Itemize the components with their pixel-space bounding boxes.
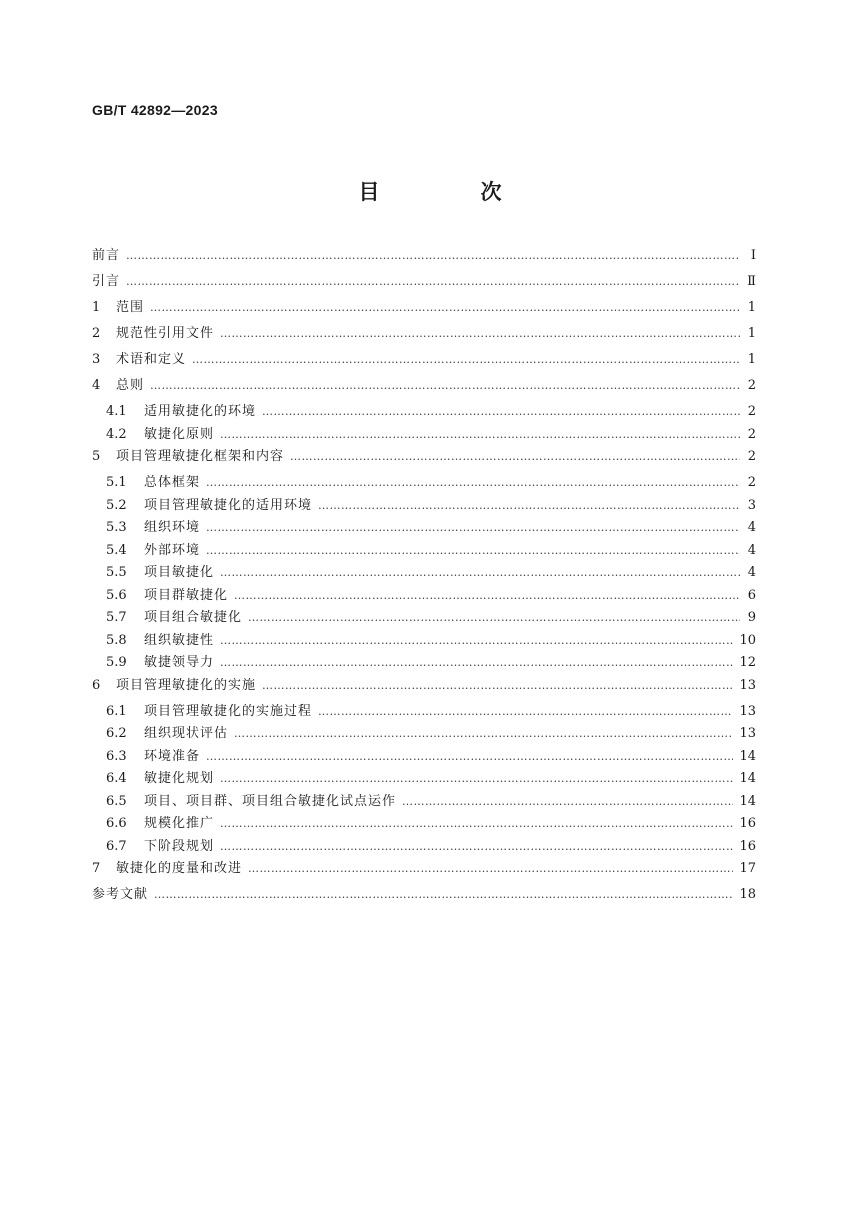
- toc-entry-number: 5.9: [106, 655, 127, 670]
- toc-dot-leader: [220, 656, 733, 669]
- toc-dot-leader: [318, 499, 740, 512]
- toc-entry[interactable]: [92, 296, 756, 322]
- toc-entry[interactable]: [92, 629, 756, 652]
- toc-entry-page: 13: [739, 703, 756, 719]
- toc-dot-leader: [126, 249, 740, 262]
- toc-entry-page: 17: [739, 861, 756, 876]
- toc-entry-label: 环境准备: [144, 748, 201, 764]
- toc-entry-number: 4.1: [106, 404, 127, 419]
- toc-dot-leader: [154, 888, 733, 901]
- toc-entry-page: 9: [747, 610, 756, 625]
- toc-entry-number: 5.1: [106, 475, 127, 490]
- toc-entry-page: 2: [747, 404, 756, 419]
- toc-dot-leader: [262, 679, 733, 692]
- toc-dot-leader: [262, 405, 740, 418]
- toc-entry-label: 规模化推广: [144, 816, 215, 831]
- toc-dot-leader: [206, 544, 740, 557]
- toc-entry[interactable]: [92, 516, 756, 539]
- toc-entry-number: 6.2: [106, 726, 127, 741]
- toc-entry-label: 敏捷领导力: [144, 655, 215, 670]
- toc-entry[interactable]: [92, 322, 756, 348]
- toc-entry[interactable]: [92, 812, 756, 835]
- toc-entry-number: 6.1: [106, 703, 127, 719]
- toc-entry-label: 范围: [116, 300, 145, 315]
- toc-dot-leader: [220, 428, 740, 441]
- toc-entry-label: 规范性引用文件: [116, 326, 215, 341]
- toc-entry-page: 1: [747, 326, 756, 341]
- toc-entry-number: 2: [92, 326, 101, 341]
- toc-entry-label: 敏捷化的度量和改进: [116, 861, 243, 876]
- toc-entry-label: 组织现状评估: [144, 726, 229, 741]
- toc-entry-number: 5.2: [106, 497, 127, 513]
- toc-entry-page: Ⅱ: [747, 274, 756, 289]
- toc-entry[interactable]: [92, 244, 756, 270]
- toc-dot-leader: [402, 795, 733, 808]
- toc-entry-page: 12: [739, 655, 756, 670]
- toc-dot-leader: [206, 521, 740, 534]
- table-of-contents: [92, 244, 756, 909]
- toc-entry-page: 16: [739, 838, 756, 854]
- toc-entry-label: 项目组合敏捷化: [144, 610, 243, 625]
- toc-entry-page: 1: [747, 352, 756, 367]
- toc-entry-label: 项目、项目群、项目组合敏捷化试点运作: [144, 793, 397, 809]
- toc-entry[interactable]: [92, 348, 756, 374]
- toc-dot-leader: [192, 353, 740, 366]
- toc-dot-leader: [220, 566, 740, 579]
- standard-code: GB/T 42892—2023: [92, 102, 218, 118]
- toc-entry-label: 项目管理敏捷化框架和内容: [116, 449, 285, 464]
- toc-entry-number: 3: [92, 352, 101, 367]
- toc-entry-number: 6.5: [106, 793, 127, 809]
- toc-dot-leader: [248, 862, 733, 875]
- toc-entry-number: 6.4: [106, 771, 127, 786]
- toc-entry-page: 4: [747, 542, 756, 558]
- toc-entry-page: 3: [747, 497, 756, 513]
- toc-entry-page: 6: [747, 587, 756, 603]
- toc-entry[interactable]: [92, 767, 756, 790]
- toc-entry-label: 下阶段规划: [144, 838, 215, 854]
- toc-entry-page: 13: [739, 726, 756, 741]
- toc-dot-leader: [206, 476, 740, 489]
- toc-entry-page: 14: [739, 771, 756, 786]
- toc-entry[interactable]: [92, 539, 756, 562]
- toc-entry[interactable]: [92, 423, 756, 446]
- toc-dot-leader: [318, 705, 733, 718]
- toc-entry-page: 2: [747, 475, 756, 490]
- toc-dot-leader: [206, 750, 733, 763]
- toc-entry[interactable]: [92, 606, 756, 629]
- toc-entry-number: 6.6: [106, 816, 127, 831]
- toc-dot-leader: [290, 450, 740, 463]
- toc-entry[interactable]: [92, 374, 756, 400]
- toc-entry[interactable]: [92, 674, 756, 700]
- toc-entry-page: 18: [739, 887, 756, 902]
- toc-entry-page: 10: [739, 632, 756, 648]
- toc-entry-page: 2: [747, 449, 756, 464]
- toc-dot-leader: [220, 634, 733, 647]
- toc-entry-label: 组织环境: [144, 520, 201, 535]
- toc-dot-leader: [248, 611, 740, 624]
- toc-entry-number: 6: [92, 677, 101, 693]
- toc-entry-label: 项目管理敏捷化的实施: [116, 677, 257, 693]
- toc-entry[interactable]: [92, 700, 756, 723]
- toc-entry-label: 总则: [116, 378, 145, 393]
- toc-entry[interactable]: [92, 400, 756, 423]
- toc-dot-leader: [220, 817, 733, 830]
- toc-entry-number: 5: [92, 449, 101, 464]
- toc-entry-number: 5.6: [106, 587, 127, 603]
- toc-entry-page: 14: [739, 748, 756, 764]
- toc-entry[interactable]: [92, 561, 756, 584]
- toc-entry-number: 5.3: [106, 520, 127, 535]
- toc-entry-number: 4: [92, 378, 101, 393]
- toc-entry-label: 适用敏捷化的环境: [144, 404, 257, 419]
- toc-entry-label: 项目管理敏捷化的实施过程: [144, 703, 313, 719]
- toc-entry-page: 14: [739, 793, 756, 809]
- toc-entry[interactable]: [92, 270, 756, 296]
- toc-entry-page: 4: [747, 565, 756, 580]
- toc-entry-number: 5.4: [106, 542, 127, 558]
- toc-entry[interactable]: [92, 471, 756, 494]
- toc-entry-page: 1: [747, 300, 756, 315]
- toc-entry[interactable]: [92, 584, 756, 607]
- toc-entry[interactable]: [92, 857, 756, 883]
- toc-entry-label: 总体框架: [144, 475, 201, 490]
- toc-entry-number: 6.7: [106, 838, 127, 854]
- toc-entry[interactable]: [92, 494, 756, 517]
- toc-dot-leader: [126, 275, 740, 288]
- page-title: 目 次: [358, 180, 542, 204]
- toc-entry-label: 术语和定义: [116, 352, 187, 367]
- toc-entry-label: 项目敏捷化: [144, 565, 215, 580]
- toc-entry-page: 2: [747, 378, 756, 393]
- toc-entry[interactable]: [92, 722, 756, 745]
- toc-entry[interactable]: [92, 445, 756, 471]
- toc-entry-label: 引言: [92, 274, 121, 289]
- toc-entry[interactable]: [92, 745, 756, 768]
- toc-entry-label: 敏捷化规划: [144, 771, 215, 786]
- toc-dot-leader: [220, 840, 733, 853]
- toc-entry-label: 敏捷化原则: [144, 426, 215, 442]
- toc-entry-label: 外部环境: [144, 542, 201, 558]
- toc-entry-label: 项目群敏捷化: [144, 587, 229, 603]
- toc-entry[interactable]: [92, 651, 756, 674]
- toc-entry-page: 16: [739, 816, 756, 831]
- toc-entry-number: 6.3: [106, 748, 127, 764]
- toc-entry[interactable]: [92, 883, 756, 909]
- toc-entry-page: 2: [747, 426, 756, 442]
- toc-dot-leader: [220, 772, 733, 785]
- toc-dot-leader: [220, 327, 740, 340]
- toc-entry-label: 项目管理敏捷化的适用环境: [144, 497, 313, 513]
- toc-dot-leader: [234, 727, 733, 740]
- toc-entry-number: 5.7: [106, 610, 127, 625]
- toc-entry-number: 1: [92, 300, 101, 315]
- toc-entry-label: 参考文献: [92, 887, 149, 902]
- toc-entry-number: 7: [92, 861, 101, 876]
- toc-entry-page: Ⅰ: [750, 248, 756, 263]
- toc-entry-number: 4.2: [106, 426, 127, 442]
- toc-dot-leader: [150, 301, 740, 314]
- toc-entry-label: 组织敏捷性: [144, 632, 215, 648]
- toc-entry-page: 13: [739, 677, 756, 693]
- toc-dot-leader: [234, 589, 740, 602]
- toc-entry-number: 5.8: [106, 632, 127, 648]
- toc-entry[interactable]: [92, 835, 756, 858]
- toc-entry-label: 前言: [92, 248, 121, 263]
- toc-entry-page: 4: [747, 520, 756, 535]
- toc-entry-number: 5.5: [106, 565, 127, 580]
- toc-dot-leader: [150, 379, 740, 392]
- toc-entry[interactable]: [92, 790, 756, 813]
